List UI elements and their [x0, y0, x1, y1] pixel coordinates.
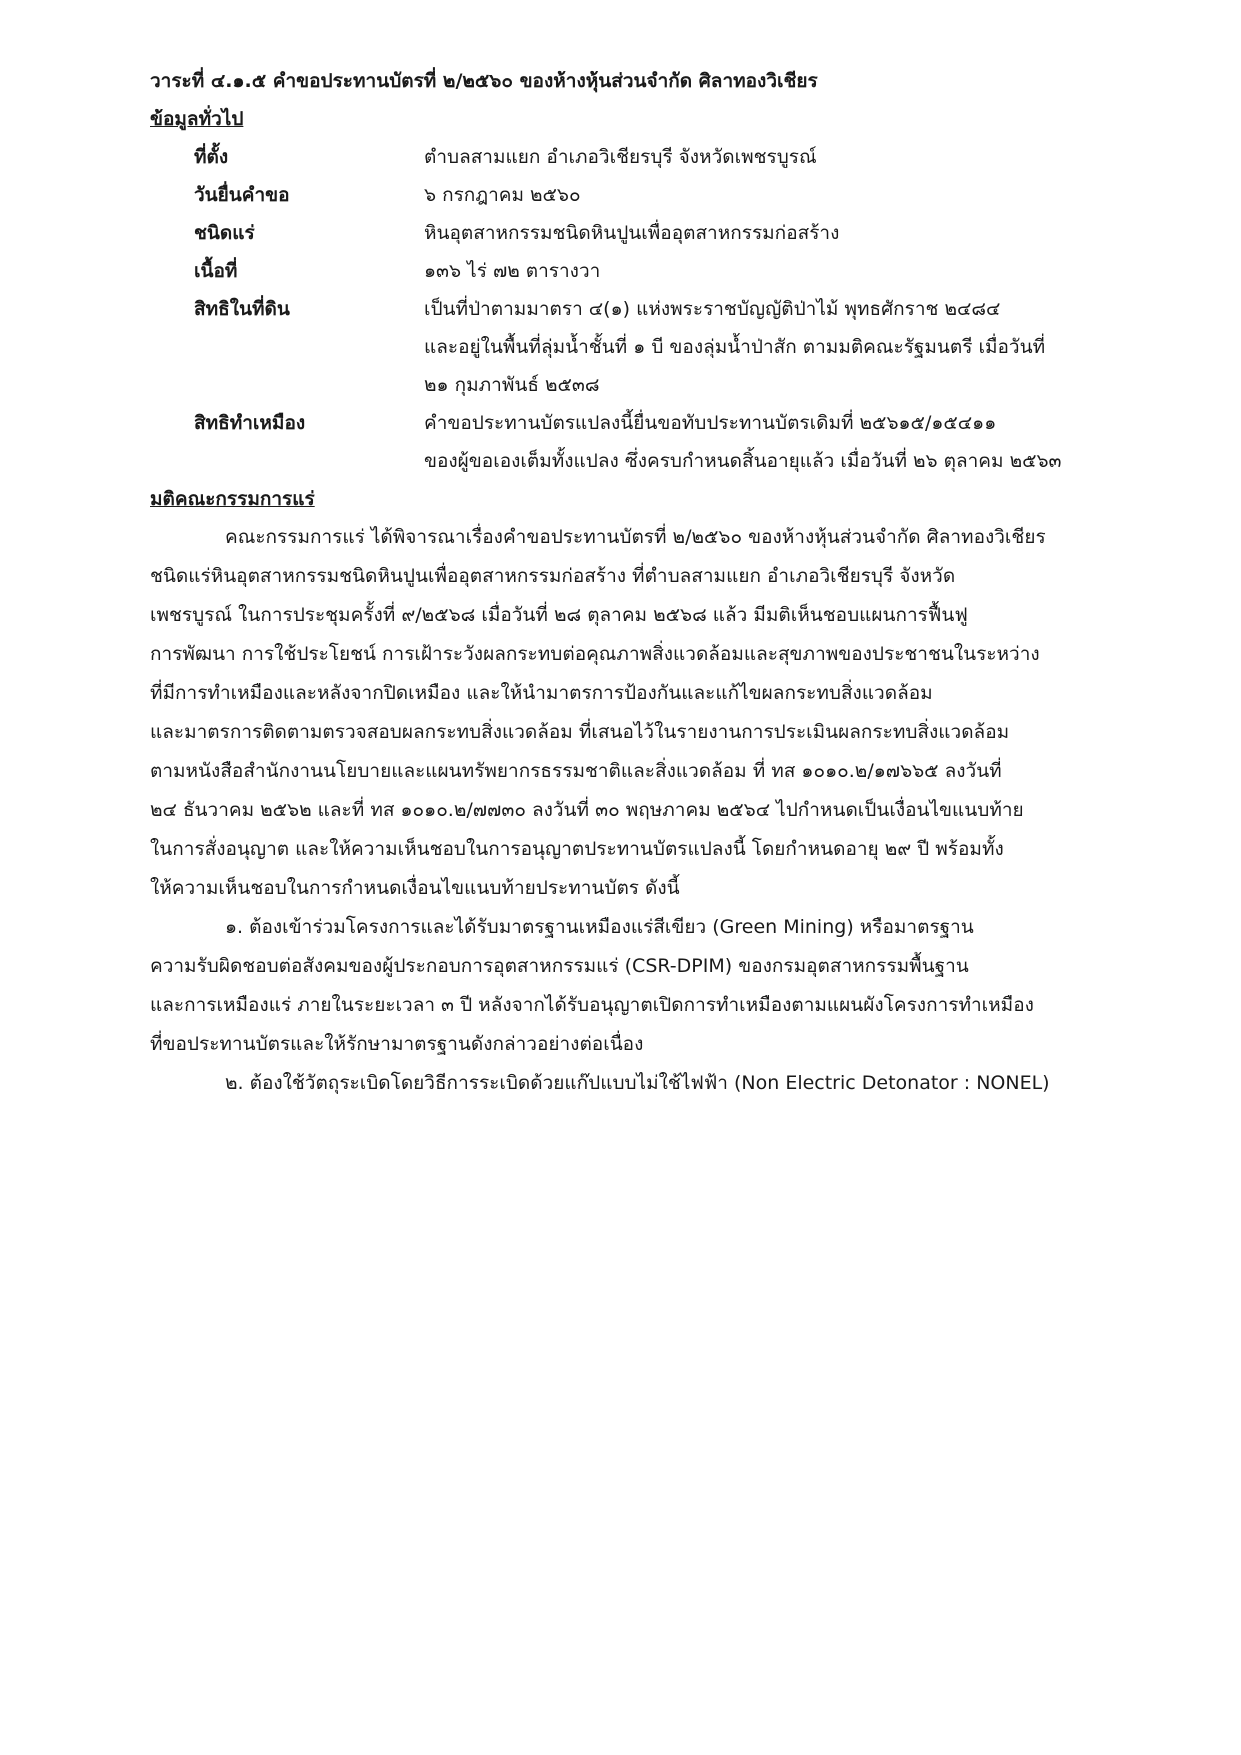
- info-value-line: ๒๑ กุมภาพันธ์ ๒๕๓๘: [424, 374, 600, 396]
- info-value-line: ๖ กรกฎาคม ๒๕๖๐: [424, 184, 581, 206]
- condition-1: [150, 908, 1110, 1064]
- info-label: เนื้อที่: [194, 260, 238, 282]
- info-value: [424, 252, 1104, 290]
- agenda-title: วาระที่ ๔.๑.๕ คำขอประทานบัตรที่ ๒/๒๕๖๐ ของห้างหุ้นส่วนจำกัด ศิลาทองวิเชียร: [150, 70, 818, 92]
- paragraph-line: การพัฒนา การใช้ประโยชน์ การเฝ้าระวังผลกระทบต่อคุณภาพสิ่งแวดล้อมและสุขภาพของประชาชนในระหว่าง: [150, 643, 1040, 665]
- general-info-heading: ข้อมูลทั่วไป: [150, 108, 244, 130]
- info-row: [150, 252, 1110, 290]
- paragraph-line: ๒๔ ธันวาคม ๒๕๖๒ และที่ ทส ๑๐๑๐.๒/๗๗๓๐ ลงวันที่ ๓๐ พฤษภาคม ๒๕๖๔ ไปกำหนดเป็นเงื่อนไขแนบท้าย: [150, 799, 1024, 821]
- info-label: ชนิดแร่: [194, 222, 255, 244]
- info-row: [150, 214, 1110, 252]
- paragraph-line: และการเหมืองแร่ ภายในระยะเวลา ๓ ปี หลังจากได้รับอนุญาตเปิดการทำเหมืองตามแผนผังโครงการทำเหมือง: [150, 994, 1034, 1016]
- info-value-line: ตำบลสามแยก อำเภอวิเชียรบุรี จังหวัดเพชรบูรณ์: [424, 146, 817, 168]
- info-row: [150, 290, 1110, 404]
- info-row: [150, 138, 1110, 176]
- general-info-table: [150, 138, 1110, 480]
- condition-2: [150, 1064, 1110, 1103]
- paragraph-line: คณะกรรมการแร่ ได้พิจารณาเรื่องคำขอประทานบัตรที่ ๒/๒๕๖๐ ของห้างหุ้นส่วนจำกัด ศิลาทองวิเชียร: [225, 526, 1046, 548]
- paragraph-line: ในการสั่งอนุญาต และให้ความเห็นชอบในการอนุญาตประทานบัตรแปลงนี้ โดยกำหนดอายุ ๒๙ ปี พร้อมทั้ง: [150, 838, 1004, 860]
- info-value-line: เป็นที่ป่าตามมาตรา ๔(๑) แห่งพระราชบัญญัติป่าไม้ พุทธศักราช ๒๔๘๔: [424, 298, 1001, 320]
- paragraph-line: เพชรบูรณ์ ในการประชุมครั้งที่ ๙/๒๕๖๘ เมื่อวันที่ ๒๘ ตุลาคม ๒๕๖๘ แล้ว มีมติเห็นชอบแผนการฟื้นฟู: [150, 604, 968, 626]
- info-value: [424, 214, 1104, 252]
- paragraph-line: ๑. ต้องเข้าร่วมโครงการและได้รับมาตรฐานเหมืองแร่สีเขียว (Green Mining) หรือมาตรฐาน: [225, 916, 974, 938]
- committee-heading: มติคณะกรรมการแร่: [150, 488, 315, 510]
- paragraph-line: ๒. ต้องใช้วัตถุระเบิดโดยวิธีการระเบิดด้วยแก๊ปแบบไม่ใช้ไฟฟ้า (Non Electric Detonator : NONEL): [225, 1072, 1050, 1094]
- info-label: ที่ตั้ง: [194, 146, 229, 168]
- info-value: [424, 138, 1104, 176]
- info-value: [424, 404, 1104, 480]
- paragraph-line: ที่ขอประทานบัตรและให้รักษามาตรฐานดังกล่าวอย่างต่อเนื่อง: [150, 1033, 644, 1055]
- info-row: [150, 404, 1110, 480]
- info-row: [150, 176, 1110, 214]
- info-value-line: คำขอประทานบัตรแปลงนี้ยื่นขอทับประทานบัตรเดิมที่ ๒๕๖๑๕/๑๕๔๑๑: [424, 412, 997, 434]
- paragraph-line: ให้ความเห็นชอบในการกำหนดเงื่อนไขแนบท้ายประทานบัตร ดังนี้: [150, 877, 680, 899]
- paragraph-line: ตามหนังสือสำนักงานนโยบายและแผนทรัพยากรธรรมชาติและสิ่งแวดล้อม ที่ ทส ๑๐๑๐.๒/๑๗๖๖๕ ลงวันที่: [150, 760, 1002, 782]
- info-value-line: หินอุตสาหกรรมชนิดหินปูนเพื่ออุตสาหกรรมก่อสร้าง: [424, 222, 840, 244]
- info-value: [424, 176, 1104, 214]
- paragraph-line: ที่มีการทำเหมืองและหลังจากปิดเหมือง และให้นำมาตรการป้องกันและแก้ไขผลกระทบสิ่งแวดล้อม: [150, 682, 933, 704]
- document-page: [150, 62, 1110, 1103]
- info-value-line: ของผู้ขอเองเต็มทั้งแปลง ซึ่งครบกำหนดสิ้นอายุแล้ว เมื่อวันที่ ๒๖ ตุลาคม ๒๕๖๓: [424, 450, 1062, 472]
- committee-paragraph: [150, 518, 1110, 908]
- info-value-line: และอยู่ในพื้นที่ลุ่มน้ำชั้นที่ ๑ บี ของลุ่มน้ำป่าสัก ตามมติคณะรัฐมนตรี เมื่อวันที่: [424, 336, 1046, 358]
- paragraph-line: ความรับผิดชอบต่อสังคมของผู้ประกอบการอุตสาหกรรมแร่ (CSR-DPIM) ของกรมอุตสาหกรรมพื้นฐาน: [150, 955, 969, 977]
- paragraph-line: ชนิดแร่หินอุตสาหกรรมชนิดหินปูนเพื่ออุตสาหกรรมก่อสร้าง ที่ตำบลสามแยก อำเภอวิเชียรบุรี จังหวัด: [150, 565, 956, 587]
- info-label: สิทธิในที่ดิน: [194, 298, 290, 320]
- info-label: วันยื่นคำขอ: [194, 184, 290, 206]
- info-label: สิทธิทำเหมือง: [194, 412, 306, 434]
- info-value-line: ๑๓๖ ไร่ ๗๒ ตารางวา: [424, 260, 601, 282]
- info-value: [424, 290, 1104, 404]
- paragraph-line: และมาตรการติดตามตรวจสอบผลกระทบสิ่งแวดล้อม ที่เสนอไว้ในรายงานการประเมินผลกระทบสิ่งแวดล้อม: [150, 721, 1010, 743]
